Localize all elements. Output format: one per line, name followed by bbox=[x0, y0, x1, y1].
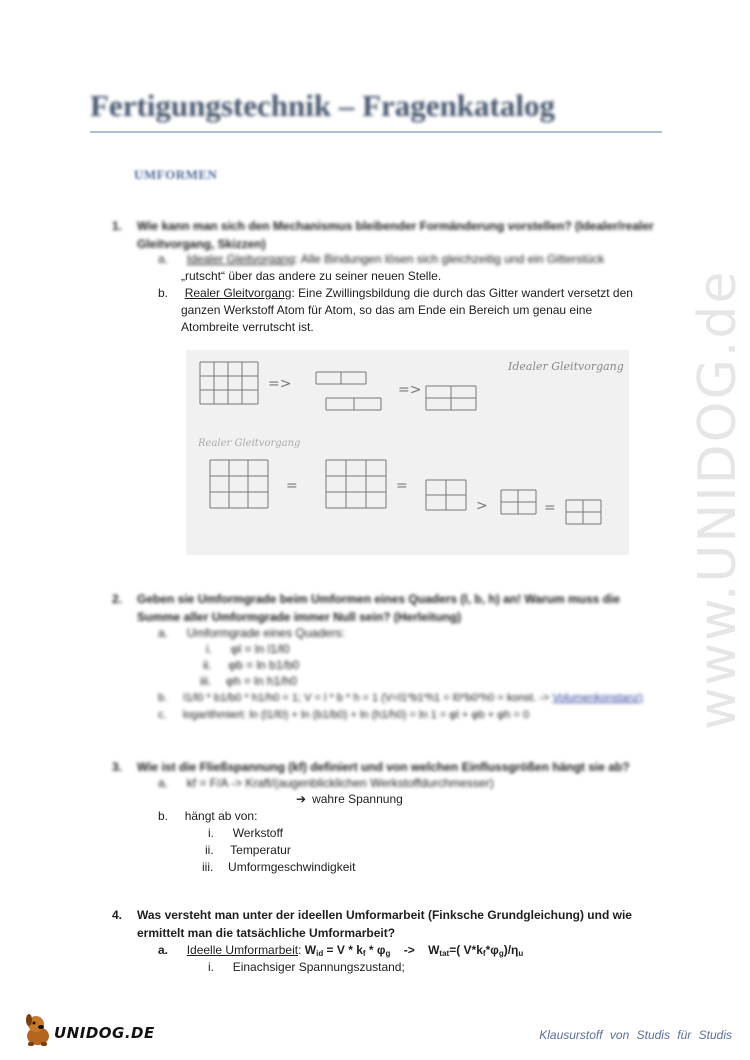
question-text: Wie ist die Fließspannung (kf) definiert und von welchen Einflussgrößen hängt sie ab? bbox=[137, 760, 630, 774]
q2-subitem bbox=[203, 657, 299, 674]
item-text: hängt ab von: bbox=[184, 809, 258, 823]
item-colon: : bbox=[298, 943, 302, 957]
item-link: Volumenkonstanz) bbox=[552, 692, 643, 704]
svg-text:>: > bbox=[476, 498, 488, 514]
svg-text:=: = bbox=[544, 500, 556, 516]
item-marker: b. bbox=[158, 286, 169, 300]
svg-text:=: = bbox=[286, 478, 298, 494]
question-number: 2. bbox=[112, 592, 123, 606]
question-number: 1. bbox=[112, 219, 123, 233]
subitem-marker: i. bbox=[206, 642, 212, 656]
question-text: Wie kann man sich den Mechanismus bleibender Formänderung vorstellen? (Idealer/realer bbox=[137, 219, 654, 233]
q1-item-b-cont: ganzen Werkstoff Atom für Atom, so das am Ende ein Bereich um genau eine bbox=[181, 303, 593, 317]
subitem-marker: ii. bbox=[203, 658, 212, 672]
formula-ideal: $W_{id} = V * k_f * \varphi_g$ bbox=[304, 943, 391, 958]
question-text-cont: ermittelt man die tatsächliche Umformarbeit? bbox=[137, 926, 396, 940]
subitem-marker: ii. bbox=[205, 843, 214, 857]
svg-text:=>: => bbox=[268, 376, 292, 392]
real-grid-3 bbox=[426, 480, 466, 510]
real-grid-2 bbox=[326, 460, 386, 508]
subitem-text: Werkstoff bbox=[232, 826, 283, 840]
item-text: logarithmiert: ln (l1/l0) + ln (b1/b0) + ln (h1/h0) = ln 1 = φl + φb + φh = 0 bbox=[182, 709, 530, 721]
subitem-marker: i. bbox=[208, 960, 214, 974]
item-marker: a. bbox=[158, 626, 169, 640]
subitem-marker: i. bbox=[208, 826, 214, 840]
q3-item-b bbox=[158, 808, 257, 825]
ideal-grid-1 bbox=[200, 362, 258, 404]
item-label: Idealer Gleitvorgang bbox=[186, 252, 295, 266]
title-divider bbox=[90, 131, 662, 133]
question-text: Was versteht man unter der ideellen Umformarbeit (Finksche Grundgleichung) und wie bbox=[137, 908, 632, 922]
q1-item-a bbox=[158, 251, 604, 268]
subitem-text: Einachsiger Spannungszustand; bbox=[232, 960, 405, 974]
q2-subitem bbox=[206, 641, 290, 658]
real-grid-4 bbox=[501, 490, 536, 514]
ideal-grid-2 bbox=[316, 372, 381, 410]
item-text: : Eine Zwillingsbildung die durch das Gitter wandert versetzt den bbox=[291, 286, 633, 300]
sketch-caption-ideal: Idealer Gleitvorgang bbox=[508, 360, 624, 373]
question-number: 3. bbox=[112, 760, 123, 774]
q3-arrow-line bbox=[296, 791, 403, 808]
subitem-marker: iii. bbox=[200, 674, 212, 688]
subitem-text: φh = ln h1/h0 bbox=[226, 674, 297, 688]
item-label: Realer Gleitvorgang bbox=[184, 286, 292, 300]
svg-text:=>: => bbox=[398, 382, 422, 398]
right-arrow-icon: ➔ bbox=[296, 792, 307, 806]
q1-item-b-cont2: Atombreite verrutscht ist. bbox=[181, 320, 314, 334]
q2-subitem bbox=[200, 673, 297, 690]
subitem-text: Umformgeschwindigkeit bbox=[228, 860, 356, 874]
q1-item-b bbox=[158, 285, 633, 302]
item-marker: b. bbox=[158, 692, 168, 704]
q2-item-a bbox=[158, 625, 345, 642]
slip-sketch-drawing bbox=[186, 350, 629, 555]
dog-mascot-icon bbox=[22, 1012, 56, 1048]
arrow-text: wahre Spannung bbox=[312, 792, 403, 806]
item-text: Umformgrade eines Quaders: bbox=[186, 626, 345, 640]
question-text-cont: Summe aller Umformgrade immer Null sein? (Herleitung) bbox=[137, 610, 462, 624]
watermark: www.UNIDOG.de bbox=[688, 269, 748, 730]
question-text: Geben sie Umformgrade beim Umformen eines Quaders (l, b, h) an! Warum muss die bbox=[137, 592, 620, 606]
q2-item-b bbox=[158, 690, 643, 707]
formula-arrow: -> bbox=[393, 943, 425, 957]
logo-text: UNIDOG.DE bbox=[54, 1024, 155, 1042]
q3-subitem bbox=[205, 842, 291, 859]
q3-subitem bbox=[202, 859, 355, 876]
sketch-caption-real: Realer Gleitvorgang bbox=[198, 438, 301, 449]
question-text-cont: Gleitvorgang, Skizzen) bbox=[137, 237, 266, 251]
subitem-text: Temperatur bbox=[230, 843, 291, 857]
formula-real: $W_{tat}=$( $V*k_f*\varphi_g)/\eta_u$ bbox=[428, 943, 524, 958]
item-text: kf = F/A -> Kraft/(augenblicklichen Werkstoffdurchmesser) bbox=[186, 776, 494, 790]
item-marker: a. bbox=[158, 776, 169, 790]
subitem-marker: iii. bbox=[202, 860, 214, 874]
q3-subitem bbox=[208, 825, 283, 842]
item-label: Ideelle Umformarbeit bbox=[186, 943, 299, 957]
real-grid-1 bbox=[210, 460, 268, 508]
item-marker: c. bbox=[158, 709, 167, 721]
item-marker: a. bbox=[158, 252, 169, 266]
item-marker: b. bbox=[158, 809, 169, 823]
footer-slogan: Klausurstoff von Studis für Studis bbox=[539, 1028, 732, 1042]
subitem-text: φl = ln l1/l0 bbox=[230, 642, 290, 656]
q1-item-a-cont: „rutscht“ über das andere zu seiner neuen Stelle. bbox=[181, 269, 442, 283]
page-title: Fertigungstechnik – Fragenkatalog bbox=[90, 88, 555, 123]
q2-item-c bbox=[158, 707, 529, 724]
real-grid-5 bbox=[566, 500, 601, 524]
section-heading: UMFORMEN bbox=[134, 167, 218, 182]
svg-text:=: = bbox=[396, 478, 408, 494]
item-text: : Alle Bindungen lösen sich gleichzeitig und ein Gitterstück bbox=[294, 252, 605, 266]
footer-logo bbox=[22, 1012, 155, 1052]
ideal-grid-3 bbox=[426, 386, 476, 410]
item-text: l1/l0 * b1/b0 * h1/h0 = 1; V = l * b * h = 1 (V=l1*b1*h1 = l0*b0*h0 = konst. -> bbox=[183, 692, 553, 704]
q3-item-a bbox=[158, 775, 494, 792]
subitem-text: φb = ln b1/b0 bbox=[228, 658, 300, 672]
q4-subitem bbox=[208, 959, 405, 976]
item-marker: a. bbox=[158, 943, 169, 957]
slip-sketch-image bbox=[186, 350, 629, 555]
question-number: 4. bbox=[112, 908, 123, 922]
